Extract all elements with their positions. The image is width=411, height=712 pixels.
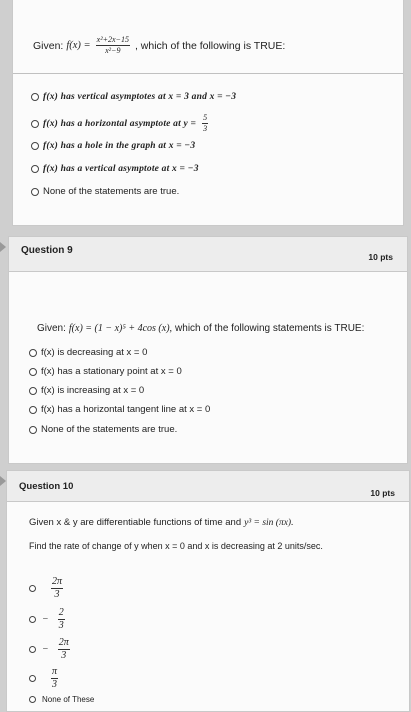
q8-option-1[interactable] <box>31 92 236 102</box>
q8-frac-num: x²+2x−15 <box>96 35 129 44</box>
q8-option-2-frac-num: 5 <box>203 113 208 122</box>
q10-option-2-den: 3 <box>58 620 64 631</box>
q8-option-5[interactable] <box>31 186 179 197</box>
q10-option-4-num: π <box>52 666 58 677</box>
q10-option-2-num: 2 <box>58 607 64 618</box>
q9-prompt <box>37 323 364 334</box>
q10-option-4-fraction <box>51 667 58 690</box>
radio-icon[interactable] <box>29 646 36 653</box>
q10-points: 10 pts <box>370 488 395 498</box>
q10-option-3-sign: − <box>42 644 49 655</box>
q10-option-2-sign: − <box>42 614 49 625</box>
q8-option-2-frac-den: 3 <box>203 124 208 133</box>
q8-prompt-suffix: , which of the following is TRUE: <box>134 39 286 52</box>
q9-option-1-text: f(x) is decreasing at x = 0 <box>41 347 148 358</box>
question-10-card <box>6 470 410 712</box>
q10-option-3[interactable] <box>29 638 72 661</box>
q10-option-5-text: None of These <box>42 695 95 704</box>
q8-option-5-text: None of the statements are true. <box>43 186 180 197</box>
q8-option-2[interactable] <box>31 114 210 133</box>
q10-option-2-fraction <box>58 608 65 631</box>
q8-func-prefix: f(x) = <box>66 40 91 51</box>
q8-option-4[interactable] <box>31 164 199 174</box>
q8-given-label: Given: <box>33 39 64 52</box>
radio-icon[interactable] <box>29 675 36 682</box>
q9-option-5-text: None of the statements are true. <box>41 424 178 435</box>
q10-option-4-den: 3 <box>52 679 57 690</box>
radio-icon[interactable] <box>31 188 39 196</box>
q10-option-3-num: 2π <box>58 637 69 648</box>
radio-icon[interactable] <box>31 93 39 101</box>
q8-option-3-text: f(x) has a hole in the graph at x = −3 <box>43 141 196 151</box>
q10-option-1-fraction <box>51 577 63 600</box>
q10-option-1[interactable] <box>29 577 65 600</box>
radio-icon[interactable] <box>29 387 37 395</box>
q9-option-4-text: f(x) has a horizontal tangent line at x = 0 <box>41 404 211 415</box>
q9-option-3[interactable] <box>29 385 144 396</box>
q8-option-3[interactable] <box>31 141 195 151</box>
radio-icon[interactable] <box>31 165 39 173</box>
q10-prompt <box>29 517 293 528</box>
radio-icon[interactable] <box>29 616 36 623</box>
radio-icon[interactable] <box>31 142 39 150</box>
q8-option-2-text: f(x) has a horizontal asymptote at y = <box>43 118 197 129</box>
q9-option-2[interactable] <box>29 366 182 377</box>
q9-points: 10 pts <box>368 252 393 262</box>
q10-option-3-fraction <box>58 638 70 661</box>
radio-icon[interactable] <box>29 406 37 414</box>
q8-option-4-text: f(x) has a vertical asymptote at x = −3 <box>43 164 199 174</box>
q8-divider <box>13 73 403 74</box>
q8-fraction <box>96 36 130 55</box>
q8-frac-den: x²−9 <box>105 46 121 55</box>
q10-given-text: Given x & y are differentiable functions of time and <box>29 517 242 528</box>
question-9-card <box>8 236 408 464</box>
q9-option-2-text: f(x) has a stationary point at x = 0 <box>41 366 182 377</box>
q8-prompt <box>33 36 285 55</box>
q10-option-2[interactable] <box>29 608 67 631</box>
q9-option-5[interactable] <box>29 424 177 435</box>
radio-icon[interactable] <box>31 120 39 128</box>
q10-option-4[interactable] <box>29 667 60 690</box>
q9-func: f(x) = (1 − x)⁵ + 4cos (x), <box>68 323 173 334</box>
q10-title: Question 10 <box>19 481 74 492</box>
radio-icon[interactable] <box>29 368 37 376</box>
question-8-card <box>12 0 404 226</box>
radio-icon[interactable] <box>29 349 37 357</box>
q10-option-3-den: 3 <box>61 650 67 661</box>
radio-icon[interactable] <box>29 585 36 592</box>
q9-given-label: Given: <box>37 323 66 334</box>
question-marker-icon <box>0 242 6 252</box>
q10-option-1-num: 2π <box>52 576 63 587</box>
radio-icon[interactable] <box>29 426 37 434</box>
q9-option-3-text: f(x) is increasing at x = 0 <box>41 385 145 396</box>
q8-option-2-fraction <box>202 114 208 133</box>
q10-header <box>7 471 409 502</box>
q9-option-1[interactable] <box>29 347 147 358</box>
q10-find-text: Find the rate of change of y when x = 0 and x is decreasing at 2 units/sec. <box>29 541 323 551</box>
q9-header <box>9 237 407 272</box>
q9-option-4[interactable] <box>29 404 210 415</box>
q10-equation: y³ = sin (πx). <box>244 517 294 528</box>
q8-option-1-text: f(x) has vertical asymptotes at x = 3 and x = −3 <box>43 92 237 102</box>
q9-prompt-suffix: which of the following statements is TRUE: <box>175 323 365 334</box>
q10-option-1-den: 3 <box>54 589 60 600</box>
q9-title: Question 9 <box>21 245 73 256</box>
